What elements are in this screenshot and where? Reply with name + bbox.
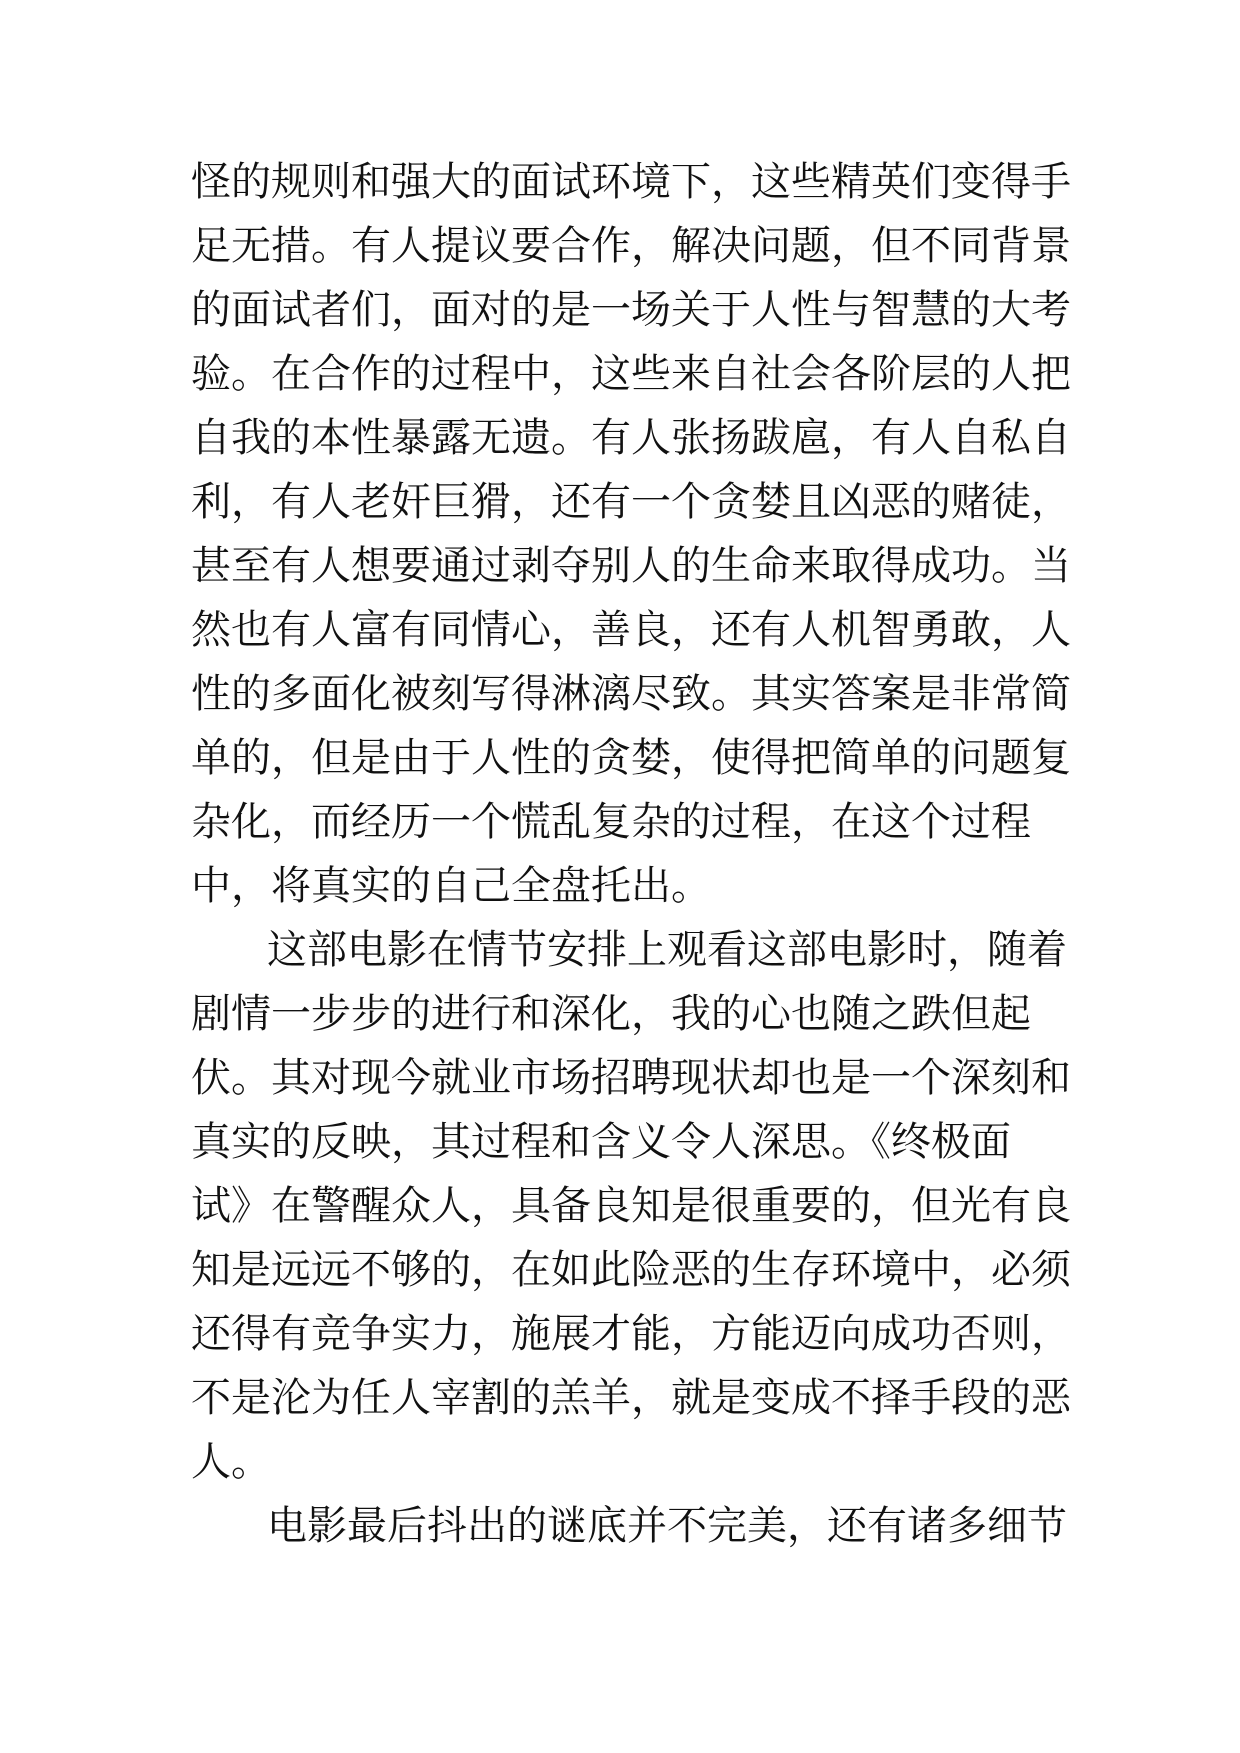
text-line: 单的，但是由于人性的贪婪，使得把简单的问题复: [191, 735, 1071, 781]
text-line: 性的多面化被刻写得淋漓尽致。其实答案是非常简: [191, 671, 1071, 717]
paragraph-3: [191, 1494, 1067, 1558]
text-line: 这部电影在情节安排上观看这部电影时，随着: [267, 927, 1067, 973]
text-line: 还得有竞争实力，施展才能，方能迈向成功否则，: [191, 1311, 1071, 1357]
body-text: [191, 150, 1071, 1558]
text-line: 不是沦为任人宰割的羔羊，就是变成不择手段的恶: [191, 1375, 1071, 1421]
text-line: 电影最后抖出的谜底并不完美，还有诸多细节: [267, 1503, 1067, 1549]
text-line: 利，有人老奸巨猾，还有一个贪婪且凶恶的赌徒，: [191, 479, 1071, 525]
text-line: 然也有人富有同情心，善良，还有人机智勇敢，人: [191, 607, 1071, 653]
text-line: 自我的本性暴露无遗。有人张扬跋扈，有人自私自: [191, 415, 1071, 461]
text-line: 中，将真实的自己全盘托出。: [191, 863, 711, 909]
text-line: 验。在合作的过程中，这些来自社会各阶层的人把: [191, 351, 1071, 397]
text-line: 怪的规则和强大的面试环境下，这些精英们变得手: [191, 159, 1071, 205]
text-line: 知是远远不够的，在如此险恶的生存环境中，必须: [191, 1247, 1071, 1293]
text-line: 人。: [191, 1439, 271, 1485]
paragraph-2: [191, 918, 1071, 1494]
text-line: 真实的反映，其过程和含义令人深思。《终极面: [191, 1119, 1011, 1165]
text-line: 杂化，而经历一个慌乱复杂的过程，在这个过程: [191, 799, 1031, 845]
text-line: 剧情一步步的进行和深化，我的心也随之跌但起: [191, 991, 1031, 1037]
text-line: 甚至有人想要通过剥夺别人的生命来取得成功。当: [191, 543, 1071, 589]
text-line: 的面试者们，面对的是一场关于人性与智慧的大考: [191, 287, 1071, 333]
paragraph-1: [191, 150, 1071, 918]
text-line: 伏。其对现今就业市场招聘现状却也是一个深刻和: [191, 1055, 1071, 1101]
text-line: 足无措。有人提议要合作，解决问题，但不同背景: [191, 223, 1071, 269]
text-line: 试》在警醒众人，具备良知是很重要的，但光有良: [191, 1183, 1071, 1229]
